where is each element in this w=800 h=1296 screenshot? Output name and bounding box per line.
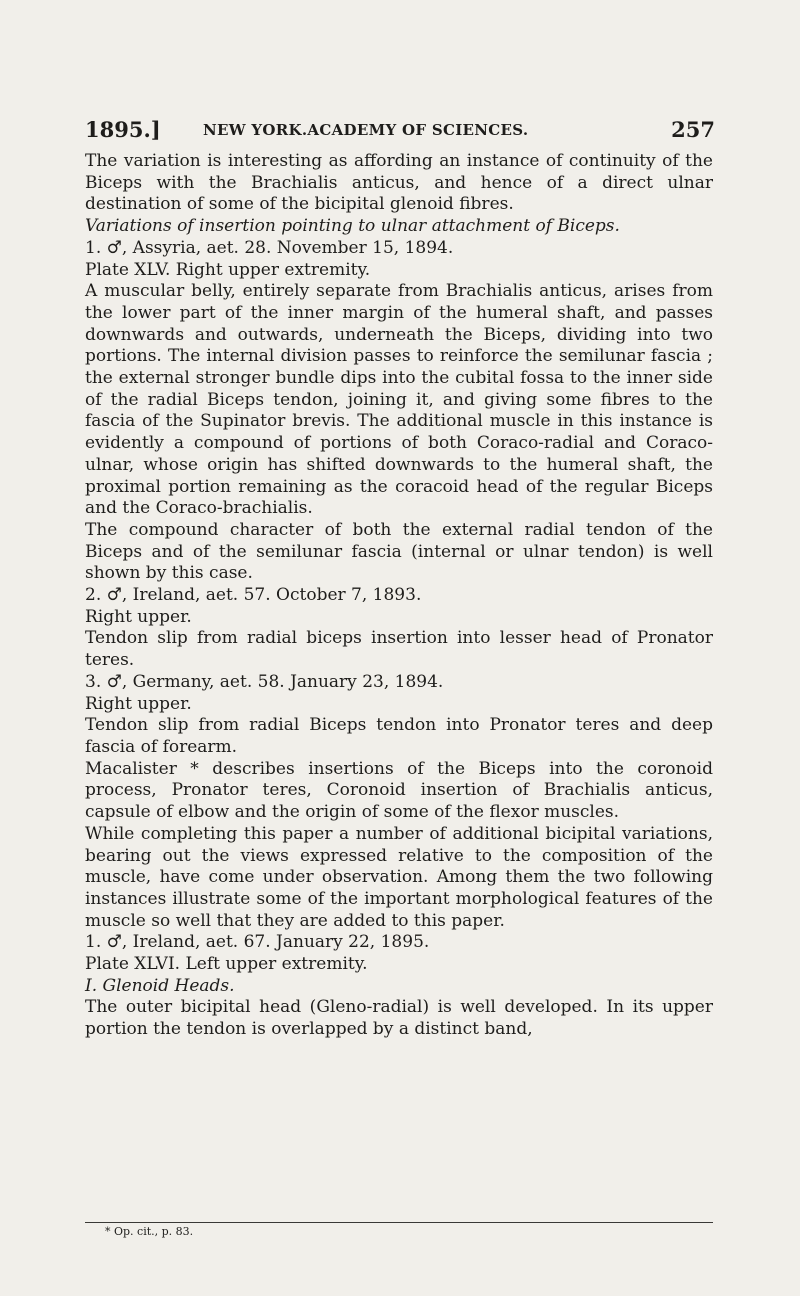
paragraph: 1. ♂, Ireland, aet. 67. January 22, 1895. — [85, 932, 430, 953]
paragraph: Macalister * describes insertions of the Biceps into the coronoid process, Pronator teres, Coronoid insertion of Brachialis anticus, capsule of elbow and the origin of some of the flexor muscles. — [85, 758, 713, 823]
body-text — [85, 151, 713, 1041]
paragraph: While completing this paper a number of additional bicipital variations, bearing out the views expressed relative to the composition of the muscle, have come under observation. Among them the two following instances illustrate some of the important morphological features of the muscle so well that they are added to this paper. — [85, 823, 713, 931]
header-year: 1895.] — [85, 117, 161, 142]
page-number: 257 — [671, 117, 715, 142]
paragraph: The compound character of both the external radial tendon of the Biceps and of the semilunar fascia (internal or ulnar tendon) is well shown by this case. — [85, 519, 713, 584]
header-journal-title: NEW YORK.ACADEMY OF SCIENCES. — [203, 121, 529, 139]
footnote-rule — [85, 1222, 713, 1223]
paragraph: 3. ♂, Germany, aet. 58. January 23, 1894. — [85, 671, 444, 692]
running-header — [85, 117, 715, 149]
paragraph: 1. ♂, Assyria, aet. 28. November 15, 1894. — [85, 237, 454, 258]
paragraph: Plate XLV. Right upper extremity. — [85, 259, 371, 280]
paragraph: Right upper. — [85, 606, 192, 627]
paragraph: Tendon slip from radial Biceps tendon into Pronator teres and deep fascia of forearm. — [85, 715, 713, 757]
paragraph: A muscular belly, entirely separate from Brachialis anticus, arises from the lower part of the inner margin of the humeral shaft, and passes downwards and outwards, underneath the Biceps, dividing into two portions. The internal division passes to reinforce the semilunar fascia ; the external stronger bundle dips into the cubital fossa to the inner side of the radial Biceps tendon, joining it, and giving some fibres to the fascia of the Supinator brevis. The additional muscle in this instance is evidently a compound of portions of both Coraco-radial and Coraco-ulnar, whose origin has shifted downwards to the humeral shaft, the proximal portion remaining as the coracoid head of the regular Biceps and the Coraco-brachialis. — [85, 281, 713, 519]
paragraph: 2. ♂, Ireland, aet. 57. October 7, 1893. — [85, 585, 422, 606]
paragraph: Right upper. — [85, 693, 192, 714]
paragraph: The outer bicipital head (Gleno-radial) is well developed. In its upper portion the tendon is overlapped by a distinct band, — [85, 997, 713, 1040]
paragraph: I. Glenoid Heads. — [85, 975, 235, 996]
paragraph: The variation is interesting as affording an instance of continuity of the Biceps with the Brachialis anticus, and hence of a direct ulnar destination of some of the bicipital glenoid fibres. — [85, 151, 713, 215]
footnote: * Op. cit., p. 83. — [105, 1225, 194, 1238]
paragraph: Tendon slip from radial biceps insertion into lesser head of Pronator teres. — [85, 628, 713, 671]
paragraph: Plate XLVI. Left upper extremity. — [85, 954, 368, 975]
paragraph: Variations of insertion pointing to ulnar attachment of Biceps. — [85, 216, 620, 237]
